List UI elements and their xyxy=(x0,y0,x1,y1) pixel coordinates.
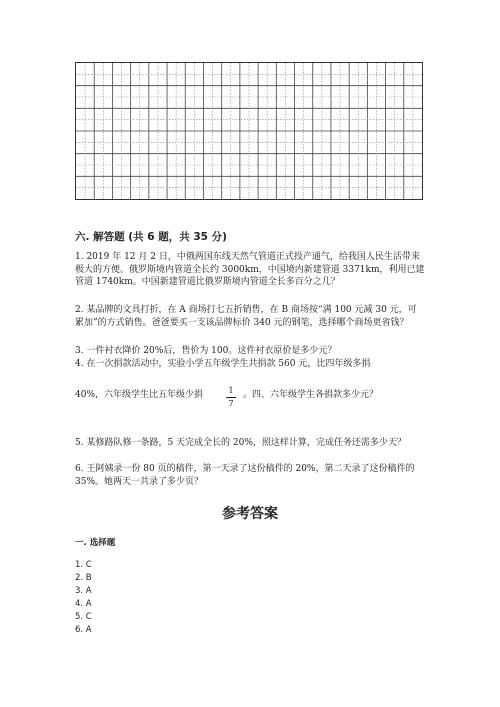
writing-grid xyxy=(75,62,423,200)
question-4-line1: 4. 在一次捐款活动中，实验小学五年级学生共捐款 560 元，比四年级多捐 xyxy=(75,359,371,369)
question-3: 3. 一件衬衣降价 20%后，售价为 100。这件衬衣原价是多少元？ xyxy=(75,346,337,356)
answers-section-title: 一. 选择题 xyxy=(75,538,116,548)
answers-title: 参考答案 xyxy=(222,506,278,522)
question-1: 1. 2019 年 12 月 2 日，中俄两国东线天然气管道正式投产通气，给我国人民生活带来极大的方便。俄罗斯境内管道全长约 3000km，中国境内新建管道 3371km，利用已建管道 1740km。中国新建管道比俄罗斯境内管道全长多百分之几？ xyxy=(75,252,425,288)
answer-item: 5. C xyxy=(75,612,92,622)
answer-item: 2. B xyxy=(75,573,92,583)
answer-item: 3. A xyxy=(75,586,92,596)
question-4-line2a: 40%，六年级学生比五年级少捐 xyxy=(75,390,204,400)
question-5: 5. 某修路队修一条路，5 天完成全长的 20%，照这样计算，完成任务还需多少天？ xyxy=(75,438,406,448)
answer-item: 4. A xyxy=(75,599,92,609)
question-2: 2. 某品牌的文具打折，在 A 商场打七五折销售，在 B 商场按“满 100 元减 30 元，可累加”的方式销售。爸爸要买一支该品牌标价 340 元的钢笔，选择哪个商场更省钱？ xyxy=(75,305,417,328)
fraction-numerator: 1 xyxy=(228,386,234,395)
grid-lines xyxy=(76,63,422,199)
section-title: 六. 解答题 (共 6 题，共 35 分) xyxy=(75,231,227,243)
question-4-line2b: 。四、六年级学生各捐款多少元？ xyxy=(243,390,379,400)
fraction-denominator: 7 xyxy=(228,399,234,408)
answer-item: 6. A xyxy=(75,625,92,635)
fraction-one-seventh xyxy=(226,386,236,409)
answer-item: 1. C xyxy=(75,560,92,570)
question-6: 6. 王阿姨录一份 80 页的稿件，第一天录了这份稿件的 20%，第二天录了这份稿件的 35%。她两天一共录了多少页？ xyxy=(75,464,415,487)
